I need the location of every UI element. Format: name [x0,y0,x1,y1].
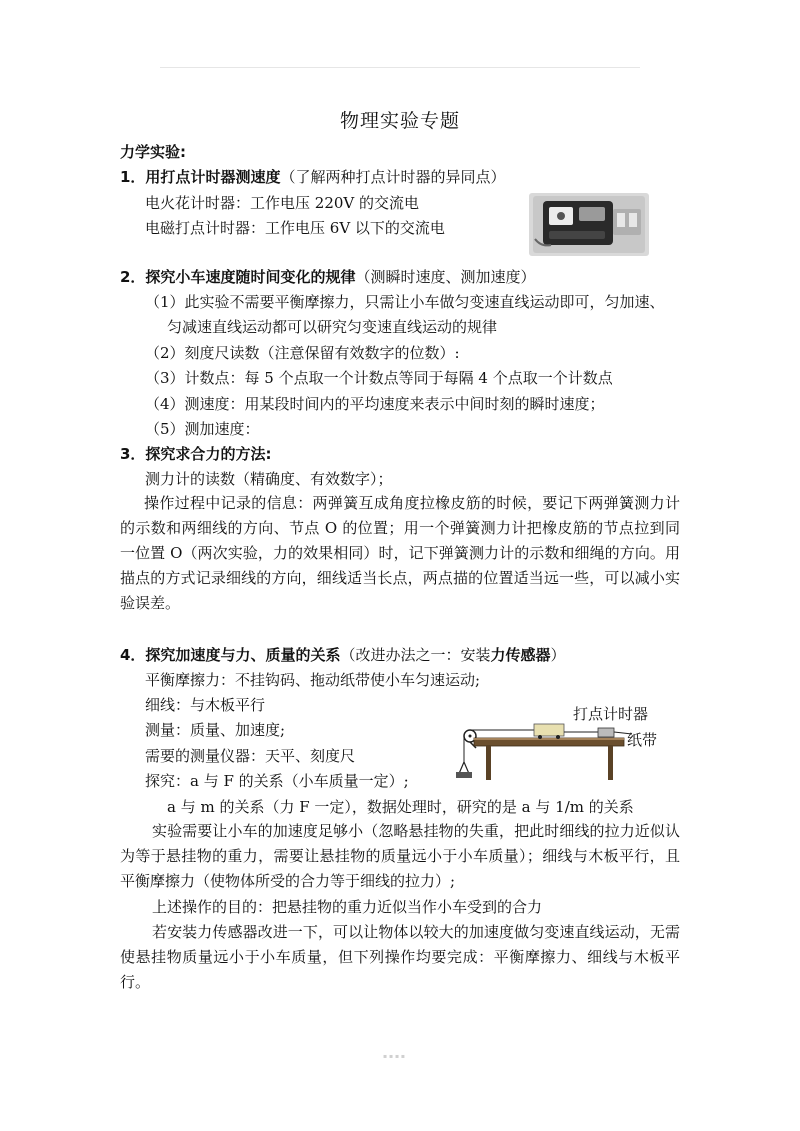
exp4-line-3: 测量：质量、加速度; [145,721,286,739]
exp1-note: （了解两种打点计时器的异同点） [280,168,506,186]
exp4-line-2: 细线：与木板平行 [145,696,266,714]
cart-track-diagram [448,716,648,782]
diagram-label-timer: 打点计时器 [573,705,649,723]
exp2-item-5: （5）测加速度： [145,420,260,438]
exp1-heading-line [120,167,505,187]
exp4-line-4: 需要的测量仪器：天平、刻度尺 [145,747,356,765]
exp1-line-1: 电火花计时器：工作电压 220V 的交流电 [145,194,420,212]
exp4-line-5: 探究：a 与 F 的关系（小车质量一定）; [145,772,409,790]
exp4-paragraph-1: 实验需要让小车的加速度足够小（忽略悬挂物的失重，把此时细线的拉力近似认为等于悬挂物的重力，需要让悬挂物的质量远小于小车质量）；细线与木板平行，且平衡摩擦力（使物体所受的合力等于细线的拉力）; [120,822,680,890]
exp1-line-2: 电磁打点计时器：工作电压 6V 以下的交流电 [145,219,445,237]
exp2-note: （测瞬时速度、测加速度） [355,268,536,286]
diagram-label-tape: 纸带 [627,731,658,749]
exp4-paragraph-3: 若安装力传感器改进一下，可以让物体以较大的加速度做匀变速直线运动，无需使悬挂物质量远小于小车质量，但下列操作均要完成：平衡摩擦力、细线与木板平行。 [120,923,680,991]
exp2-item-4: （4）测速度：用某段时间内的平均速度来表示中间时刻的瞬时速度； [145,395,605,413]
footer-watermark: ▪ ▪ ▪ ▪ [383,1053,405,1060]
exp4-heading: 4．探究加速度与力、质量的关系 [120,646,341,664]
exp4-note-bold: 力传感器 [490,646,551,664]
header-rule [160,67,640,68]
exp2-heading-line [120,267,535,287]
exp3-line-1: 测力计的读数（精确度、有效数字）； [145,470,393,488]
exp4-line-1: 平衡摩擦力：不挂钩码、拖动纸带使小车匀速运动; [145,671,481,689]
exp2-heading: 2．探究小车速度随时间变化的规律 [120,268,356,286]
exp4-line-6: a 与 m 的关系（力 F 一定），数据处理时，研究的是 a 与 1/m 的关系 [167,798,634,816]
exp2-item-3: （3）计数点：每 5 个点取一个计数点等同于每隔 4 个点取一个计数点 [145,369,613,387]
exp2-item-1b: 匀减速直线运动都可以研究匀变速直线运动的规律 [167,318,498,336]
exp2-item-1a: （1）此实验不需要平衡摩擦力，只需让小车做匀变速直线运动即可，匀加速、 [145,293,665,311]
exp2-item-2: （2）刻度尺读数（注意保留有效数字的位数）: [145,344,460,362]
exp4-heading-line [120,645,566,665]
section-heading: 力学实验: [120,143,186,161]
page-title: 物理实验专题 [339,110,460,132]
exp4-paragraph-2: 上述操作的目的：把悬挂物的重力近似当作小车受到的合力 [152,898,543,916]
exp3-paragraph: 操作过程中记录的信息：两弹簧互成角度拉橡皮筋的时候，要记下两弹簧测力计的示数和两细线的方向、节点 O 的位置；用一个弹簧测力计把橡皮筋的节点拉到同一位置 O（两次实验，力的效果相同）时，记下弹簧测力计的示数和细绳的方向。用描点的方式记录细线的方向，细线适当长点，两点描的位置适当远一些，可以减小实验误差。 [120,494,680,612]
exp4-note-prefix: （改进办法之一：安装 [340,646,491,664]
exp4-note-suffix: ） [550,646,566,664]
spark-timer-photo [529,193,649,256]
exp3-heading: 3．探究求合力的方法: [120,445,272,463]
exp1-heading: 1．用打点计时器测速度 [120,168,281,186]
